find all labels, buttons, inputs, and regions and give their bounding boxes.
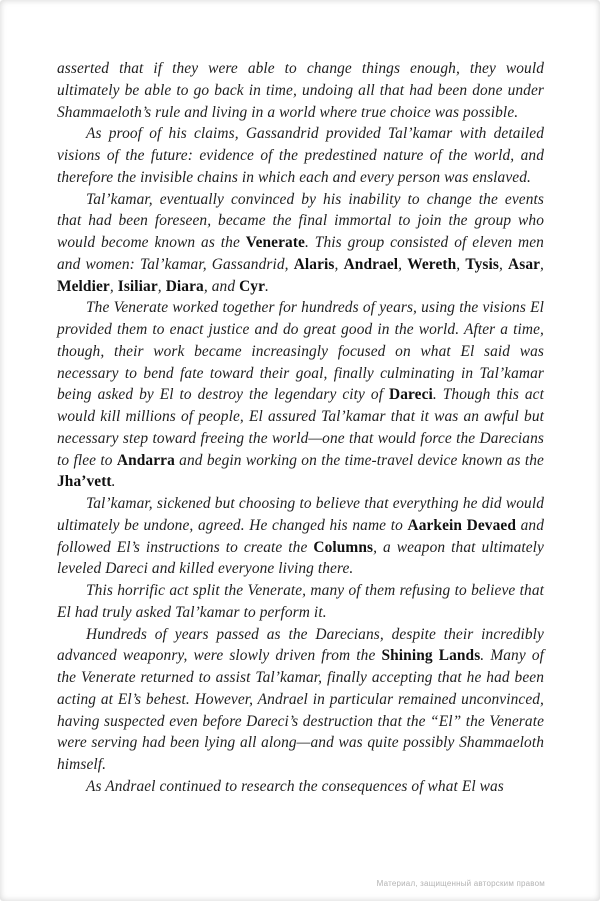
bold-term: Aarkein Devaed (407, 516, 516, 534)
bold-term: Meldier (57, 277, 110, 295)
body-text: , (157, 277, 166, 295)
bold-term: Asar (508, 255, 541, 273)
body-text: , (498, 255, 509, 273)
body-text: . Though this act would kill millions of people, El assured Tal’kamar that it was an awful but necessary step toward freeing the world—one that would force the Darecians to flee to (57, 386, 544, 469)
bold-term: Cyr (239, 277, 266, 295)
paragraph (57, 580, 544, 624)
body-text: Hundreds of years passed as the Darecians, despite their incredibly advanced weaponry, were slowly driven from the (57, 625, 544, 665)
body-text: . This group consisted of eleven men and women: Tal’kamar, Gassandrid, (57, 234, 544, 273)
bold-term: Andrael (343, 255, 399, 273)
bold-term: Dareci (389, 386, 433, 404)
bold-term: Wereth (407, 255, 457, 273)
body-text: , (456, 255, 466, 273)
copyright-watermark: Материал, защищенный авторским правом (376, 879, 545, 888)
bold-term: Jha’vett (57, 473, 112, 491)
body-text: . Many of the Venerate returned to assist Tal’kamar, finally accepting that he had been acting at El’s behest. However, Andrael in particular remained unconvinced, having suspected even before Dareci’s destruction that the “El” the Venerate were serving had been lying all along—and was quite possibly Shammaeloth himself. (57, 647, 544, 773)
bold-term: Venerate (245, 234, 305, 251)
paragraph (57, 123, 544, 188)
body-text: , (109, 277, 118, 295)
body-text: , (334, 255, 344, 273)
body-text: Tal’kamar, eventually convinced by his inability to change the events that had been foreseen, became the final immortal to join the group who would become known as the (57, 190, 544, 251)
body-text: . (265, 277, 269, 295)
paragraph (57, 189, 544, 298)
bold-term: Tysis (465, 255, 499, 273)
bold-term: Andarra (116, 451, 175, 469)
body-text: , (398, 255, 408, 273)
body-text: The Venerate worked together for hundreds of years, using the visions El provided them to enact justice and do great good in the world. After a time, though, their work became increasingly focused on what El said was necessary to bend fate toward their goal, finally culminating in Tal’kamar being asked by El to destroy the legendary city of (57, 299, 544, 404)
paragraph (57, 776, 544, 798)
paragraph (57, 493, 544, 580)
body-text: Tal’kamar, sickened but choosing to believe that everything he did would ultimately be undone, agreed. He changed his name to (57, 495, 544, 534)
body-text: , (540, 255, 544, 273)
paragraph (57, 624, 544, 776)
body-text: asserted that if they were able to change things enough, they would ultimately be able to go back in time, undoing all that had been done under Shammaeloth’s rule and living in a world where true choice was possible. (57, 60, 544, 121)
body-text: As Andrael continued to research the consequences of what El was (86, 777, 504, 795)
bold-term: Shining Lands (381, 647, 481, 665)
bold-term: Diara (165, 277, 204, 295)
bold-term: Alaris (293, 255, 335, 273)
body-text: and begin working on the time-travel device known as the (174, 451, 544, 469)
body-text: As proof of his claims, Gassandrid provided Tal’kamar with detailed visions of the future: evidence of the predestined nature of the world, and therefore the invisible chains in which each and every person was enslaved. (57, 125, 544, 186)
body-text: . (111, 473, 116, 491)
paragraph (57, 297, 544, 493)
bold-term: Columns (313, 538, 374, 556)
body-text: , and (203, 277, 240, 295)
body-text: , a weapon that ultimately leveled Dareci and killed everyone living there. (57, 538, 544, 578)
paragraph (57, 58, 544, 123)
body-text: This horrific act split the Venerate, many of them refusing to believe that El had truly asked Tal’kamar to perform it. (57, 582, 544, 621)
body-text: and followed El’s instructions to create the (57, 516, 544, 556)
bold-term: Isiliar (117, 277, 158, 295)
page-text-block (57, 58, 544, 798)
